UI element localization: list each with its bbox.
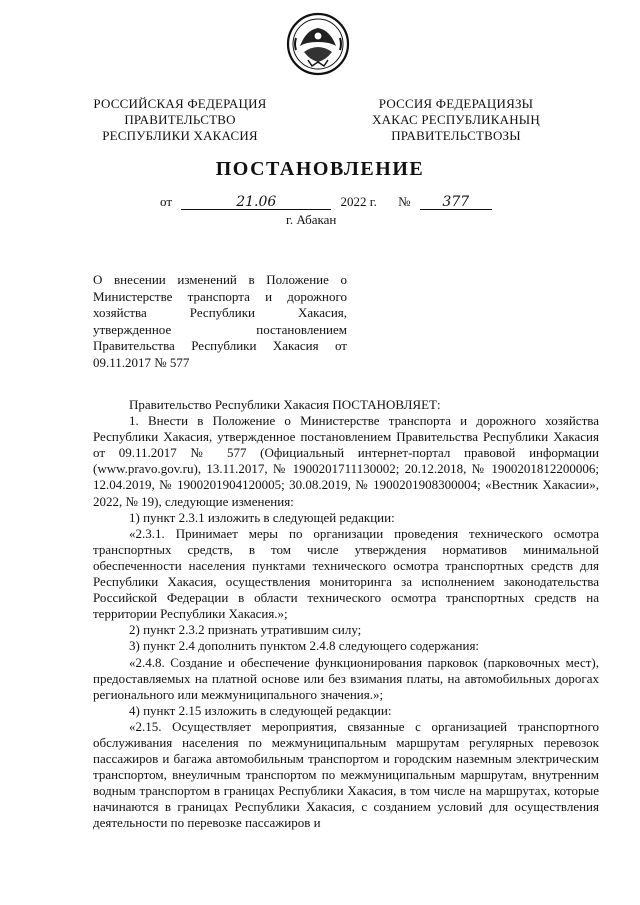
body-paragraph: 1) пункт 2.3.1 изложить в следующей редакции: (129, 509, 395, 525)
number-field: 377 (420, 195, 492, 210)
body-paragraph: «2.4.8. Создание и обеспечение функционирования парковок (парковочных мест), предоставляемых на платной основе или без взимания платы, на автомобильных дорогах регионального или межмуниципального значения.»; (93, 654, 599, 702)
date-prefix: от (160, 194, 173, 209)
header-right (356, 96, 556, 144)
body-paragraph: 1. Внести в Положение о Министерстве транспорта и дорожного хозяйства Республики Хакасия, утвержденное постановлением Правительства Республики Хакасия от 09.11.2017 № 577 (Официальный интернет-портал правовой информации (www.pravo.gov.ru), 13.11.2017, № 1900201711130002; 20.12.2018, № 1900201812200006; 12.04.2019, № 1900201904120005; 30.08.2019, № 1900201908300004; «Вестник Хакасии», 2022, № 19), следующие изменения: (93, 413, 599, 509)
dateline (160, 194, 492, 210)
number-label: № (398, 194, 411, 209)
year-label: 2022 г. (340, 194, 377, 209)
header-left-line: РЕСПУБЛИКИ ХАКАСИЯ (102, 128, 258, 143)
document-title: ПОСТАНОВЛЕНИЕ (215, 158, 425, 180)
header-right-line: РОССИЯ ФЕДЕРАЦИЯЗЫ (378, 96, 534, 111)
header-right-line: ПРАВИТЕЛЬСТВОЗЫ (391, 128, 521, 143)
body-paragraph: «2.3.1. Принимает меры по организации проведения технического осмотра транспортных средств, в том числе утверждения нормативов минимальной обеспеченности населения пунктами технического осмотра транспортных средств для Республики Хакасия, осуществления мониторинга за исполнением законодательства Российской Федерации в области технического осмотра транспортных средств на территории Республики Хакасия.»; (93, 525, 599, 622)
body-paragraph: Правительство Республики Хакасия ПОСТАНОВЛЯЕТ: (129, 397, 441, 412)
body-paragraph: 3) пункт 2.4 дополнить пунктом 2.4.8 следующего содержания: (129, 638, 480, 654)
date-field: 21.06 (181, 195, 331, 210)
header-left (80, 96, 280, 144)
document-body (93, 397, 599, 832)
header-right-line: ХАКАС РЕСПУБЛИКАНЫҢ (372, 112, 540, 127)
document-subject (93, 272, 347, 371)
subject-text: О внесении изменений в Положение о Министерстве транспорта и дорожного хозяйства Республики Хакасия, утвержденное постановлением Правительства Республики Хакасия от 09.11.2017 № 577 (93, 272, 347, 370)
city: г. Абакан (286, 212, 337, 227)
header-left-line: ПРАВИТЕЛЬСТВО (124, 112, 236, 127)
header-left-line: РОССИЙСКАЯ ФЕДЕРАЦИЯ (93, 96, 267, 111)
coat-of-arms-emblem-icon (286, 12, 350, 76)
body-paragraph: 2) пункт 2.3.2 признать утратившим силу; (129, 622, 362, 638)
body-paragraph: 4) пункт 2.15 изложить в следующей редакции: (129, 702, 392, 718)
body-paragraph: «2.15. Осуществляет мероприятия, связанные с организацией транспортного обслуживания населения по межмуниципальным маршрутам регулярных перевозок пассажиров и багажа автомобильным транспортом и городским наземным электрическим транспортом, внеуличным транспортом по межмуниципальным маршрутам, внутренним водным транспортом в границах Республики Хакасия, в том числе на маршрутах, которые начинаются в границах Республики Хакасия, с созданием условий для осуществления деятельности по перевозке пассажиров и (93, 718, 599, 831)
